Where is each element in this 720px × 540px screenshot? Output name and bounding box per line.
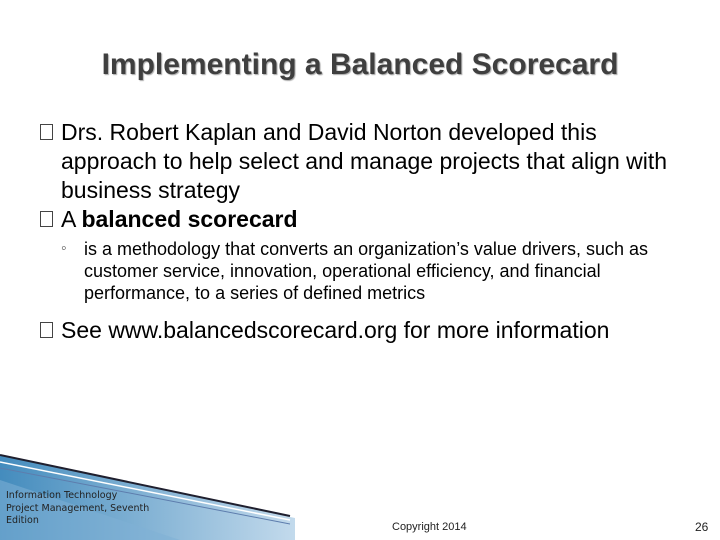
slide-content: [40, 118, 690, 345]
bullet-item: [40, 316, 690, 345]
bullet-strong: balanced scorecard: [81, 206, 298, 232]
footer-source-line: Edition: [6, 515, 39, 526]
circle-bullet-icon: ◦: [61, 240, 67, 257]
bullet-text: See www.balancedscorecard.org for more information: [61, 317, 610, 343]
footer-source: [6, 490, 149, 528]
bullet-prefix: A: [61, 206, 82, 232]
footer-source-line: Project Management, Seventh: [6, 502, 150, 514]
slide-title: Implementing a Balanced Scorecard: [101, 48, 619, 81]
footer-copyright: Copyright 2014: [392, 521, 467, 533]
square-bullet-icon: [40, 322, 53, 338]
bullet-text: Drs. Robert Kaplan and David Norton developed this approach to help select and manage projects that align with business strategy: [61, 119, 668, 203]
sub-bullet-item: [61, 238, 690, 304]
square-bullet-icon: [40, 124, 53, 140]
footer-source-line: Information Technology: [6, 490, 118, 501]
page-number: 26: [695, 520, 709, 534]
sub-bullet-text: is a methodology that converts an organization’s value drivers, such as customer service, innovation, operational efficiency, and financial performance, to a series of defined metrics: [84, 239, 648, 303]
square-bullet-icon: [40, 211, 53, 227]
bullet-item: [40, 205, 690, 234]
bullet-item: [40, 118, 690, 205]
